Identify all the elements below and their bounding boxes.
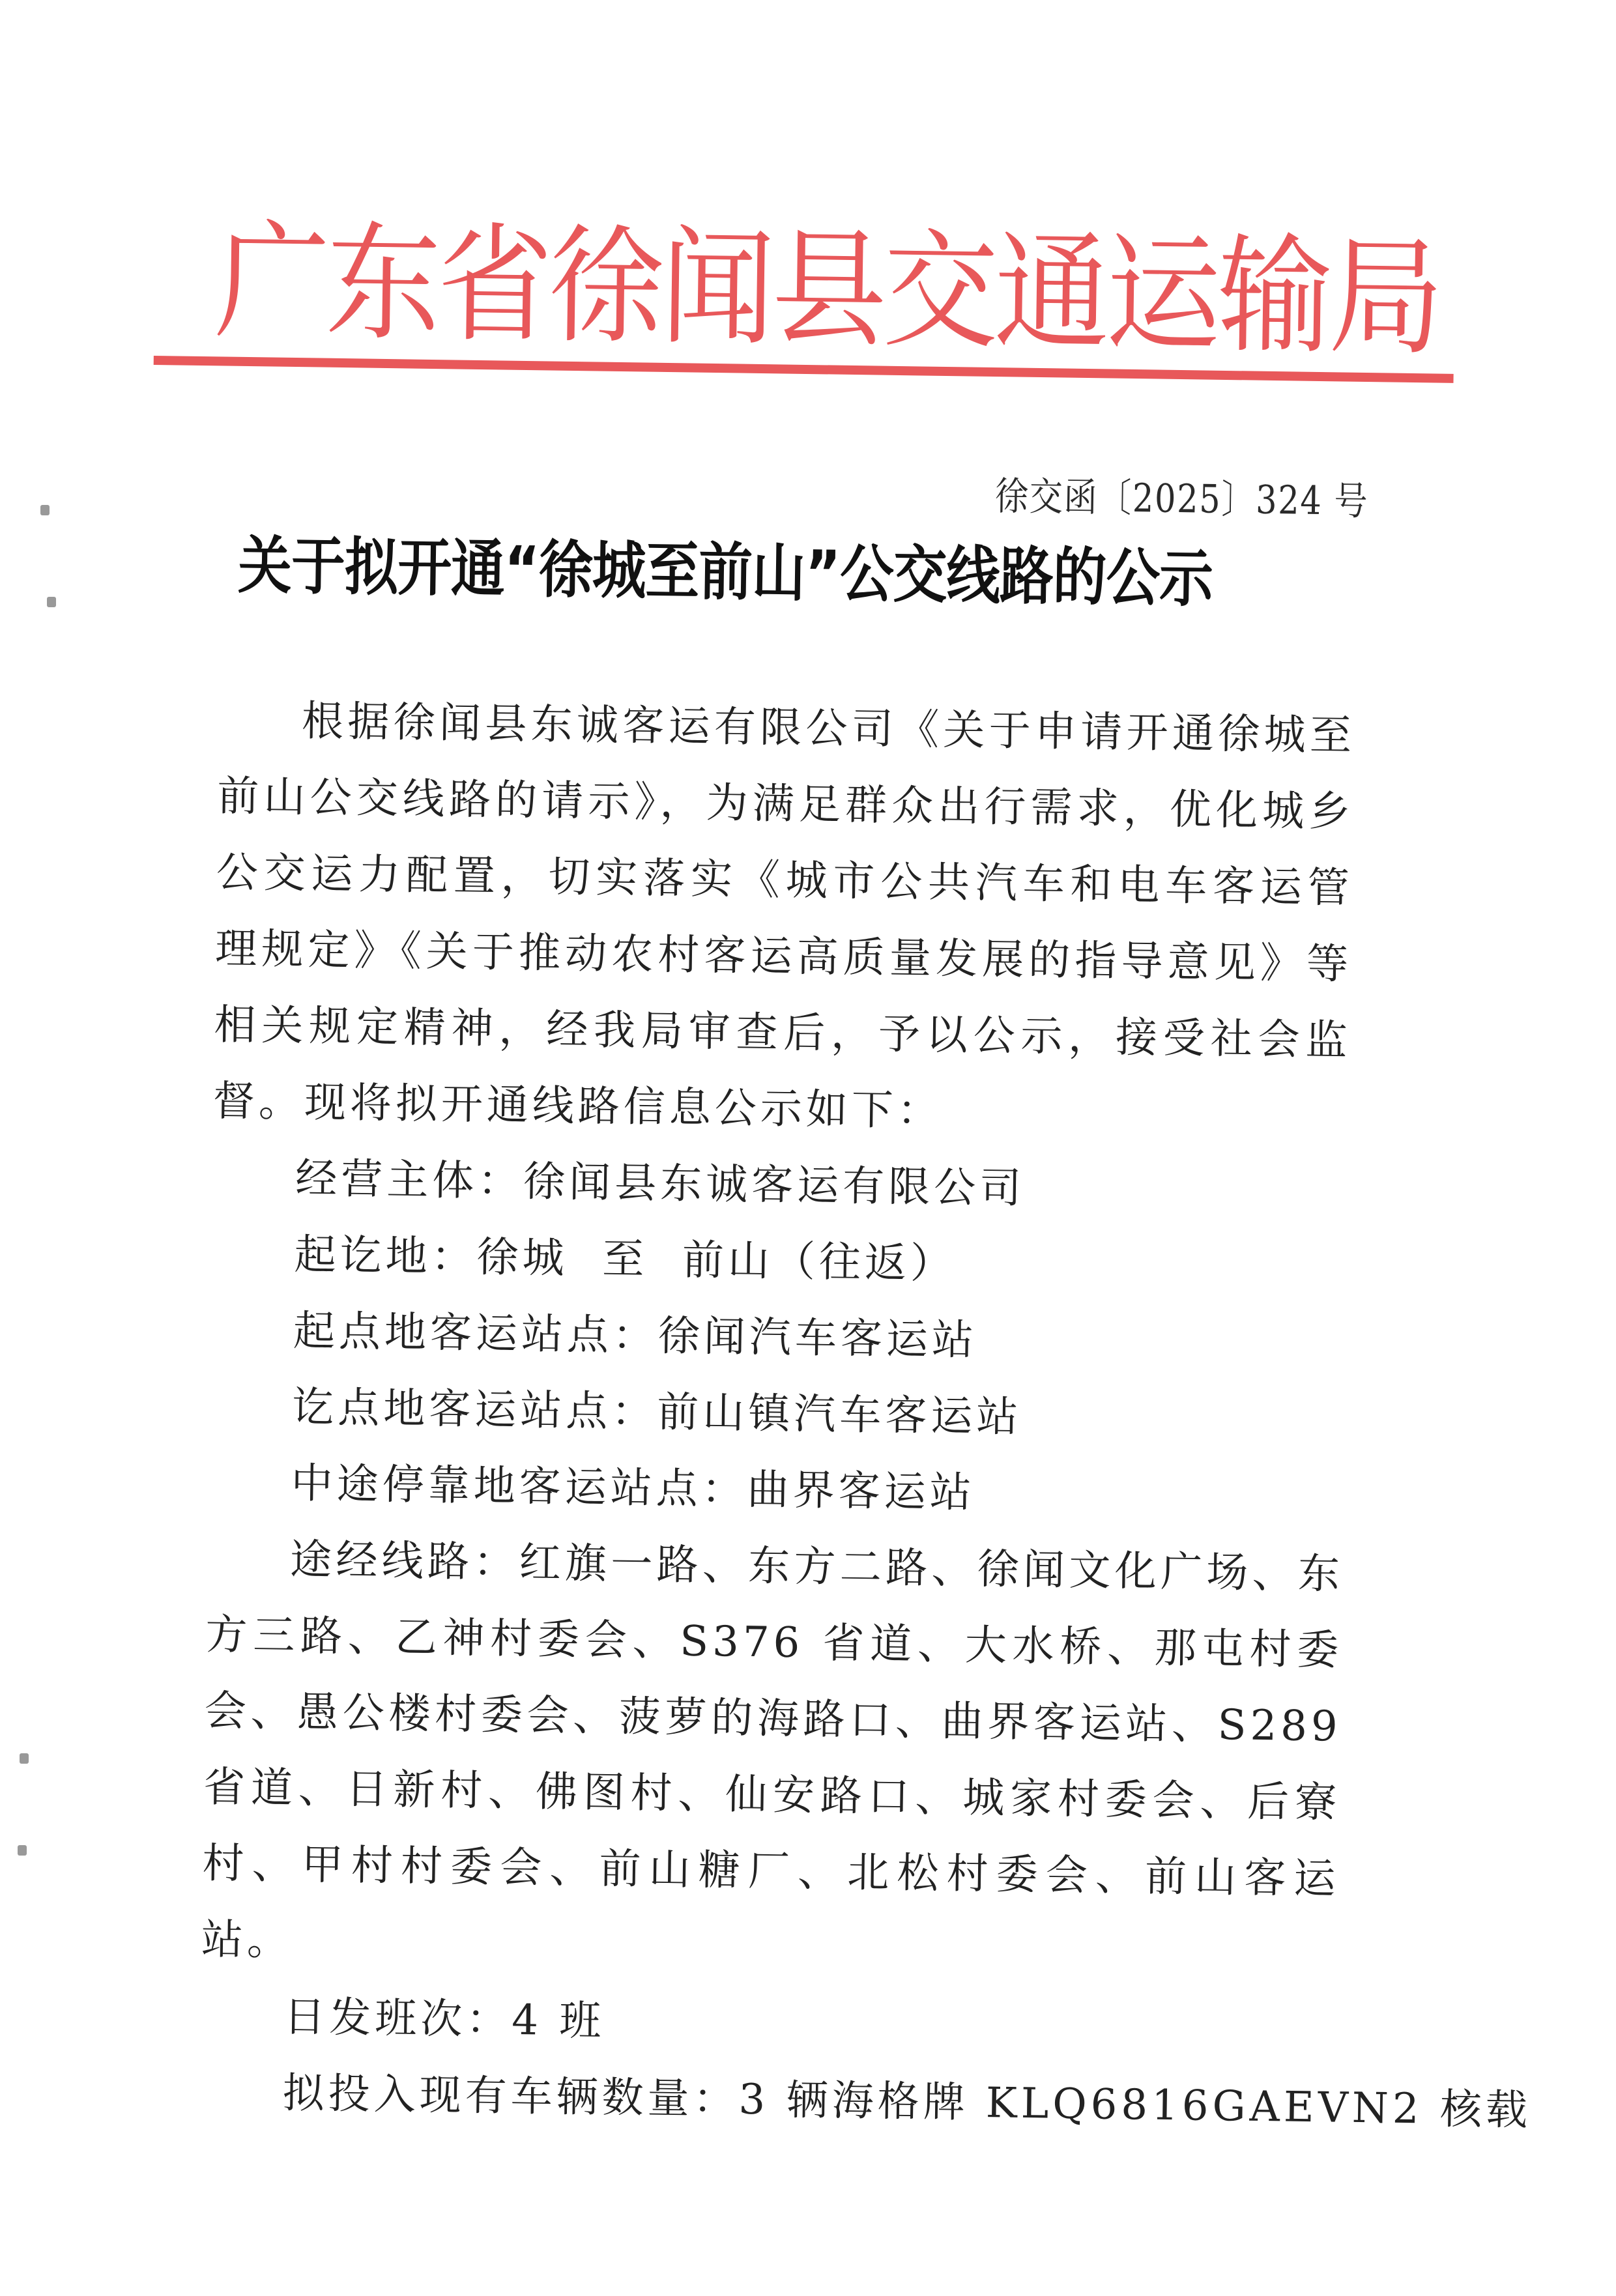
route-stops: 红旗一路、东方二路、徐闻文化广场、东方三路、乙神村委会、S376 省道、大水桥、那屯村委会、愚公楼村委会、菠萝的海路口、曲界客运站、S289 省道、日新村、佛图村、仙安路口、城家村委会、后寮村、甲村村委会、前山糖厂、北松村委会、前山客运站。	[201, 1539, 1344, 1966]
field-value: 前山镇汽车客运站	[656, 1388, 1022, 1442]
field-value: 徐闻县东诚客运有限公司	[523, 1158, 1026, 1213]
document-body	[199, 682, 1532, 2146]
field-label: 起讫地：	[294, 1231, 478, 1282]
field-value: 徐闻汽车客运站	[657, 1312, 978, 1365]
field-label: 讫点地客运站点：	[291, 1383, 657, 1437]
field-label: 经营主体：	[295, 1155, 524, 1207]
field-value: 徐城 至 前山（往返）	[476, 1233, 957, 1289]
field-label: 日发班次：	[283, 1993, 512, 2045]
intro-paragraph: 根据徐闻县东诚客运有限公司《关于申请开通徐城至前山公交线路的请示》，为满足群众出行需求，优化城乡公交运力配置，切实落实《城市公共汽车和电车客运管理规定》《关于推动农村客运高质量发展的指导意见》等相关规定精神，经我局审查后，予以公示，接受社会监督。现将拟开通线路信息公示如下：	[212, 697, 1356, 1136]
field-label: 起点地客运站点：	[293, 1307, 659, 1360]
field-label: 拟投入现有车辆数量：	[282, 2069, 740, 2124]
document-number: 徐交函〔2025〕324 号	[994, 474, 1369, 525]
field-value: 4 班	[511, 1996, 605, 2046]
field-value: 曲界客运站	[747, 1465, 976, 1517]
route-paragraph	[201, 1521, 1344, 1994]
field-value: 3 辆海格牌 KLQ6816GAEVN2 核载	[738, 2075, 1532, 2135]
route-label: 途经线路：	[289, 1536, 520, 1588]
field-label: 中途停靠地客运站点：	[291, 1459, 748, 1514]
notice-title: 关于拟开通“徐城至前山”公交线路的公示	[237, 528, 1213, 616]
issuer-header: 广东省徐闻县交通运输局	[213, 207, 1441, 373]
field-vehicles	[199, 2054, 1532, 2146]
